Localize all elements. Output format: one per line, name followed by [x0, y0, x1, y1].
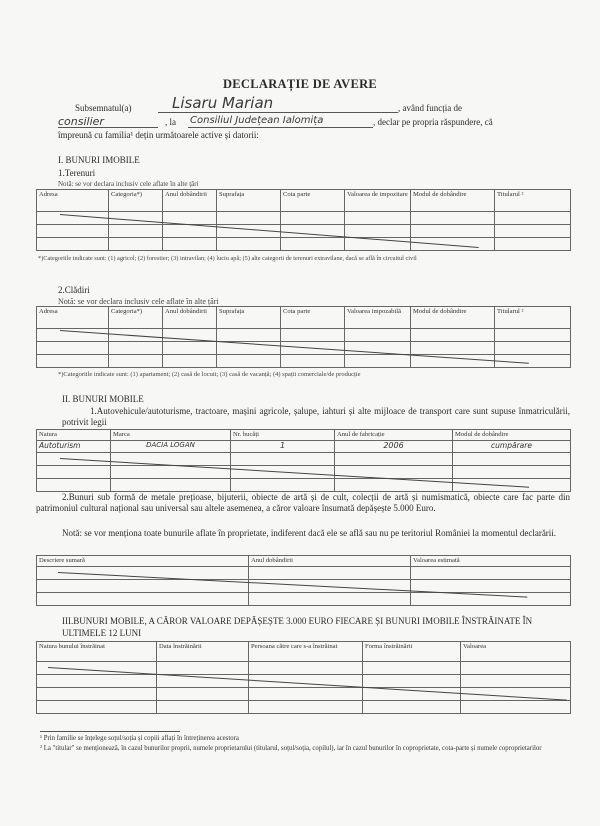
terenuri-header-suprafata: Suprafața [217, 190, 281, 212]
bunuri-pretioase-note: Notă: se vor menționa toate bunurile aflate în proprietate, indiferent dacă ele se află sau nu pe teritoriul României la momentul declarării. [62, 528, 557, 538]
terenuri-note: Notă: se vor declara inclusiv cele aflate în alte țări [58, 180, 199, 188]
terenuri-header-modul: Modul de dobândire [411, 190, 495, 212]
cladiri-note: Notă: se vor declara inclusiv cele aflate în alte țări [58, 297, 219, 306]
bunuri-pretioase-text: 2.Bunuri sub formă de metale prețioase, bijuterii, obiecte de artă și de cult, colecții de artă și numismatică, obiecte care fac parte din patrimoniul cultural național sau universal sau altele asemenea, a căror valoare însumată depășește 5.000 Euro. [36, 492, 570, 513]
bunuri-pretioase-table [36, 555, 571, 606]
instrainari-header-natura: Natura bunului înstrăinat [37, 642, 157, 662]
cladiri-header-modul: Modul de dobândire [411, 307, 495, 329]
instrainari-header-data: Data înstrăinării [157, 642, 249, 662]
terenuri-header-valoarea: Valoarea de impozitare [345, 190, 411, 212]
cladiri-header-cota: Cota parte [281, 307, 345, 329]
name-underline [158, 112, 398, 113]
autovehicule-table [36, 429, 571, 492]
autovehicule-text: 1.Autovehicule/autoturisme, tractoare, mașini agricole, șalupe, iahturi și alte mijloace de transport care sunt supuse înmatriculării, potrivit legii [62, 406, 570, 427]
avand-functia-text: , având funcția de [398, 103, 462, 113]
cladiri-header-anul: Anul dobândirii [163, 307, 217, 329]
cladiri-table [36, 306, 571, 368]
subsemnatul-label: Subsemnatul(a) [75, 103, 132, 113]
autovehicule-header-marca: Marca [111, 430, 231, 441]
instrainari-table [36, 641, 571, 714]
terenuri-title: 1.Terenuri [58, 168, 96, 178]
instrainari-header-valoarea: Valoarea [461, 642, 571, 662]
vehicle-marca: DACIA LOGAN [111, 440, 231, 452]
vehicle-an: 2006 [335, 440, 453, 452]
instrainari-header-persoana: Persoana către care s-a înstrăinat [249, 642, 363, 662]
section-3-heading: III.BUNURI MOBILE, A CĂROR VALOARE DEPĂȘEȘTE 3.000 EURO FIECARE ȘI BUNURI IMOBILE ÎNSTRĂINATE ÎN ULTIMELE 12 LUNI [62, 616, 533, 638]
autovehicule-header-natura: Natura [37, 430, 111, 441]
bunuri-header-anul: Anul dobândirii [249, 556, 411, 567]
vehicle-nr: 1 [231, 440, 335, 452]
section-1-heading: I. BUNURI IMOBILE [58, 155, 140, 165]
bunuri-header-valoarea: Valoarea estimată [411, 556, 571, 567]
terenuri-header-titularul: Titularul ² [495, 190, 571, 212]
cladiri-header-adresa: Adresa [37, 307, 109, 329]
terenuri-footnote: *)Categoriile indicate sunt: (1) agricol; (2) forestier; (3) intravilan; (4) luciu apă; (5) alte categorii de terenuri extravilane, dacă se află în circuitul civil [38, 255, 417, 262]
vehicle-modul: cumpărare [453, 440, 571, 452]
intro-line-2: împreună cu familia¹ dețin următoarele active și datorii: [58, 130, 259, 140]
declarant-institution: Consiliul Județean Ialomița [190, 115, 324, 126]
cladiri-footnote: *)Categoriile indicate sunt: (1) apartament; (2) casă de locuit; (3) casă de vacanță; (4) spații comerciale/de producție [58, 371, 361, 378]
bunuri-header-descriere: Descriere sumară [37, 556, 249, 567]
autovehicule-header-nr: Nr. bucăți [231, 430, 335, 441]
institution-underline [188, 127, 373, 128]
autovehicule-header-modul: Modul de dobândire [453, 430, 571, 441]
declarant-function: consilier [58, 115, 104, 128]
terenuri-header-adresa: Adresa [37, 190, 109, 212]
la-label: , la [165, 117, 176, 127]
vehicle-natura: Autoturism [37, 440, 111, 452]
cladiri-header-valoarea: Valoarea impozabilă [345, 307, 411, 329]
terenuri-table [36, 189, 571, 251]
terenuri-header-anul: Anul dobândirii [163, 190, 217, 212]
instrainari-header-forma: Forma înstrăinării [363, 642, 461, 662]
cladiri-header-categoria: Categoria*) [109, 307, 163, 329]
declar-text: , declar pe propria răspundere, că [373, 117, 493, 127]
terenuri-header-cota: Cota parte [281, 190, 345, 212]
section-2-heading: II. BUNURI MOBILE [62, 394, 144, 404]
terenuri-header-categoria: Categoria*) [109, 190, 163, 212]
cladiri-header-suprafata: Suprafața [217, 307, 281, 329]
document-title: DECLARAȚIE DE AVERE [222, 77, 378, 91]
footnote-2: ² La "titular" se menționează, în cazul bunurilor proprii, numele proprietarului (titularul, soțul/soția, copilul), iar în cazul bunurilor în coproprietate, cota-parte și numele coproprietarilor [40, 745, 542, 752]
cladiri-header-titularul: Titularul ² [495, 307, 571, 329]
footnote-1: ¹ Prin familie se înțelege soțul/soția și copiii aflați în întreținerea acestora [40, 735, 239, 742]
declarant-name: Lisaru Marian [172, 94, 274, 112]
footnote-separator [40, 731, 180, 732]
autovehicule-header-anul: Anul de fabricație [335, 430, 453, 441]
cladiri-title: 2.Clădiri [58, 285, 90, 295]
